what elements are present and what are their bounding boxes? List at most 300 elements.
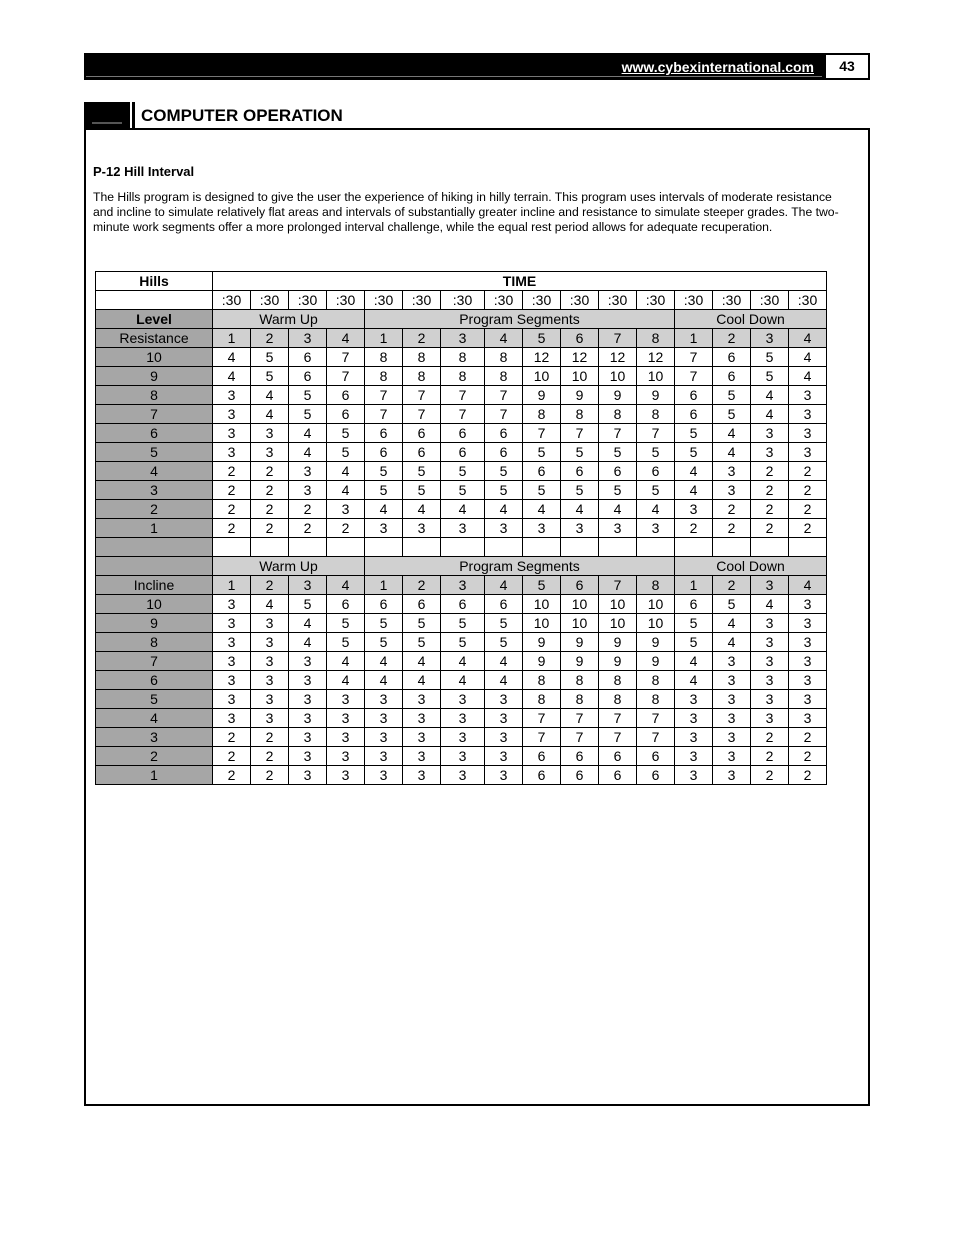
segment-number-cell: 1 — [675, 575, 713, 594]
empty-cell — [327, 538, 365, 557]
empty-cell — [713, 538, 751, 557]
resistance-value-cell: 7 — [327, 348, 365, 367]
time-value-cell: :30 — [485, 291, 523, 310]
incline-value-cell: 3 — [441, 765, 485, 784]
incline-value-cell: 3 — [485, 765, 523, 784]
level-cell: 4 — [96, 708, 213, 727]
resistance-value-cell: 4 — [713, 443, 751, 462]
resistance-value-cell: 12 — [561, 348, 599, 367]
empty-cell — [675, 538, 713, 557]
resistance-value-cell: 3 — [523, 519, 561, 538]
resistance-value-cell: 3 — [289, 462, 327, 481]
incline-value-cell: 3 — [251, 708, 289, 727]
incline-value-cell: 3 — [713, 670, 751, 689]
empty-cell — [599, 538, 637, 557]
incline-value-cell: 3 — [403, 746, 441, 765]
incline-label: Incline — [96, 575, 213, 594]
empty-cell — [789, 538, 827, 557]
incline-value-cell: 3 — [441, 746, 485, 765]
incline-value-cell: 8 — [637, 689, 675, 708]
segment-number-cell: 2 — [713, 329, 751, 348]
incline-value-cell: 6 — [485, 594, 523, 613]
incline-value-cell: 9 — [599, 632, 637, 651]
incline-value-cell: 3 — [289, 727, 327, 746]
resistance-value-cell: 2 — [251, 462, 289, 481]
incline-value-cell: 3 — [789, 613, 827, 632]
resistance-value-cell: 2 — [713, 519, 751, 538]
incline-value-cell: 7 — [523, 727, 561, 746]
resistance-value-cell: 8 — [403, 367, 441, 386]
level-cell: 10 — [96, 348, 213, 367]
resistance-value-cell: 5 — [289, 386, 327, 405]
time-value-cell: :30 — [675, 291, 713, 310]
level-cell: 10 — [96, 594, 213, 613]
time-value-cell: :30 — [713, 291, 751, 310]
resistance-value-cell: 12 — [599, 348, 637, 367]
segment-number-cell: 4 — [789, 575, 827, 594]
empty-level-cell — [96, 556, 213, 575]
incline-value-cell: 6 — [561, 765, 599, 784]
incline-value-cell: 3 — [675, 746, 713, 765]
resistance-value-cell: 2 — [675, 519, 713, 538]
resistance-value-cell: 3 — [789, 424, 827, 443]
incline-value-cell: 3 — [403, 689, 441, 708]
segment-program: Program Segments — [365, 310, 675, 329]
incline-value-cell: 4 — [485, 651, 523, 670]
incline-value-cell: 4 — [365, 651, 403, 670]
incline-value-cell: 3 — [327, 708, 365, 727]
level-cell: 5 — [96, 689, 213, 708]
resistance-level-row — [96, 405, 827, 424]
page-header-bar — [84, 53, 870, 80]
incline-value-cell: 3 — [789, 689, 827, 708]
resistance-value-cell: 7 — [599, 424, 637, 443]
time-values-row — [96, 291, 827, 310]
resistance-value-cell: 4 — [327, 462, 365, 481]
empty-cell — [96, 291, 213, 310]
incline-value-cell: 3 — [213, 708, 251, 727]
segment-cool-down: Cool Down — [675, 556, 827, 575]
level-cell: 1 — [96, 765, 213, 784]
incline-value-cell: 5 — [365, 632, 403, 651]
incline-level-row — [96, 613, 827, 632]
resistance-value-cell: 8 — [637, 405, 675, 424]
resistance-level-row — [96, 348, 827, 367]
resistance-value-cell: 5 — [441, 481, 485, 500]
incline-value-cell: 3 — [441, 689, 485, 708]
page-number: 43 — [824, 55, 868, 78]
time-value-cell: :30 — [441, 291, 485, 310]
incline-value-cell: 3 — [403, 765, 441, 784]
segment-program: Program Segments — [365, 556, 675, 575]
resistance-value-cell: 10 — [561, 367, 599, 386]
resistance-value-cell: 2 — [789, 462, 827, 481]
incline-value-cell: 10 — [637, 613, 675, 632]
resistance-value-cell: 10 — [523, 367, 561, 386]
incline-value-cell: 6 — [441, 594, 485, 613]
segment-number-cell: 3 — [751, 329, 789, 348]
segment-number-cell: 6 — [561, 575, 599, 594]
incline-value-cell: 8 — [599, 670, 637, 689]
incline-value-cell: 4 — [675, 651, 713, 670]
segment-number-cell: 3 — [441, 575, 485, 594]
resistance-value-cell: 3 — [789, 386, 827, 405]
resistance-value-cell: 6 — [289, 367, 327, 386]
incline-value-cell: 3 — [403, 708, 441, 727]
resistance-value-cell: 6 — [327, 405, 365, 424]
incline-value-cell: 3 — [213, 613, 251, 632]
resistance-level-row — [96, 424, 827, 443]
resistance-value-cell: 3 — [789, 443, 827, 462]
resistance-value-cell: 3 — [213, 424, 251, 443]
resistance-value-cell: 3 — [713, 462, 751, 481]
resistance-value-cell: 9 — [599, 386, 637, 405]
resistance-value-cell: 3 — [713, 481, 751, 500]
resistance-value-cell: 10 — [599, 367, 637, 386]
incline-value-cell: 3 — [441, 708, 485, 727]
incline-value-cell: 3 — [403, 727, 441, 746]
incline-value-cell: 4 — [289, 613, 327, 632]
segment-number-cell: 4 — [789, 329, 827, 348]
incline-value-cell: 10 — [523, 613, 561, 632]
resistance-value-cell: 12 — [637, 348, 675, 367]
level-cell: 8 — [96, 632, 213, 651]
incline-value-cell: 3 — [485, 708, 523, 727]
segment-number-cell: 7 — [599, 575, 637, 594]
incline-value-cell: 3 — [751, 670, 789, 689]
resistance-value-cell: 5 — [327, 443, 365, 462]
resistance-value-cell: 3 — [403, 519, 441, 538]
resistance-value-cell: 3 — [213, 386, 251, 405]
resistance-value-cell: 3 — [289, 481, 327, 500]
resistance-value-cell: 7 — [561, 424, 599, 443]
resistance-value-cell: 4 — [289, 443, 327, 462]
resistance-value-cell: 4 — [327, 481, 365, 500]
segment-number-cell: 4 — [327, 575, 365, 594]
time-value-cell: :30 — [523, 291, 561, 310]
resistance-value-cell: 2 — [789, 500, 827, 519]
incline-value-cell: 6 — [403, 594, 441, 613]
time-value-cell: :30 — [327, 291, 365, 310]
incline-value-cell: 8 — [637, 670, 675, 689]
resistance-value-cell: 6 — [713, 348, 751, 367]
incline-value-cell: 5 — [441, 632, 485, 651]
segment-number-cell: 2 — [403, 575, 441, 594]
segment-number-cell: 6 — [561, 329, 599, 348]
segment-number-cell: 7 — [599, 329, 637, 348]
incline-value-cell: 2 — [251, 746, 289, 765]
segment-number-cell: 5 — [523, 575, 561, 594]
resistance-value-cell: 8 — [403, 348, 441, 367]
resistance-value-cell: 4 — [403, 500, 441, 519]
incline-value-cell: 2 — [251, 765, 289, 784]
segment-number-cell: 1 — [213, 329, 251, 348]
resistance-value-cell: 3 — [751, 424, 789, 443]
resistance-value-cell: 5 — [751, 348, 789, 367]
resistance-value-cell: 4 — [751, 386, 789, 405]
incline-value-cell: 8 — [523, 689, 561, 708]
segment-number-cell: 4 — [327, 329, 365, 348]
incline-value-cell: 8 — [561, 670, 599, 689]
incline-value-cell: 3 — [751, 632, 789, 651]
resistance-value-cell: 5 — [289, 405, 327, 424]
incline-segment-number-row — [96, 575, 827, 594]
incline-value-cell: 5 — [403, 632, 441, 651]
incline-value-cell: 4 — [365, 670, 403, 689]
incline-value-cell: 3 — [485, 746, 523, 765]
resistance-value-cell: 5 — [251, 348, 289, 367]
incline-value-cell: 7 — [599, 708, 637, 727]
incline-value-cell: 5 — [327, 613, 365, 632]
resistance-value-cell: 7 — [327, 367, 365, 386]
resistance-value-cell: 5 — [637, 481, 675, 500]
incline-value-cell: 3 — [441, 727, 485, 746]
resistance-value-cell: 4 — [675, 462, 713, 481]
incline-level-row — [96, 594, 827, 613]
resistance-level-row — [96, 386, 827, 405]
incline-value-cell: 4 — [713, 613, 751, 632]
resistance-value-cell: 6 — [365, 443, 403, 462]
level-label: Level — [96, 310, 213, 329]
resistance-value-cell: 2 — [751, 500, 789, 519]
resistance-value-cell: 8 — [441, 367, 485, 386]
incline-value-cell: 5 — [441, 613, 485, 632]
resistance-value-cell: 3 — [599, 519, 637, 538]
level-cell: 6 — [96, 424, 213, 443]
resistance-value-cell: 9 — [523, 386, 561, 405]
resistance-value-cell: 5 — [561, 443, 599, 462]
resistance-level-row — [96, 443, 827, 462]
incline-value-cell: 5 — [403, 613, 441, 632]
incline-value-cell: 9 — [561, 632, 599, 651]
resistance-value-cell: 7 — [365, 386, 403, 405]
incline-value-cell: 3 — [485, 689, 523, 708]
incline-value-cell: 3 — [289, 651, 327, 670]
resistance-value-cell: 5 — [751, 367, 789, 386]
segment-number-cell: 2 — [713, 575, 751, 594]
incline-value-cell: 9 — [637, 651, 675, 670]
resistance-value-cell: 3 — [485, 519, 523, 538]
resistance-value-cell: 8 — [599, 405, 637, 424]
resistance-segment-label-row — [96, 310, 827, 329]
incline-value-cell: 6 — [561, 746, 599, 765]
incline-value-cell: 9 — [523, 632, 561, 651]
incline-value-cell: 2 — [213, 765, 251, 784]
resistance-value-cell: 4 — [213, 367, 251, 386]
resistance-value-cell: 7 — [485, 405, 523, 424]
resistance-value-cell: 7 — [523, 424, 561, 443]
resistance-value-cell: 5 — [327, 424, 365, 443]
resistance-value-cell: 6 — [523, 462, 561, 481]
website-link[interactable]: www.cybexinternational.com — [621, 59, 814, 75]
level-cell: 8 — [96, 386, 213, 405]
incline-value-cell: 7 — [599, 727, 637, 746]
resistance-value-cell: 9 — [561, 386, 599, 405]
incline-value-cell: 3 — [251, 632, 289, 651]
incline-value-cell: 4 — [403, 651, 441, 670]
incline-value-cell: 5 — [365, 613, 403, 632]
time-value-cell: :30 — [751, 291, 789, 310]
incline-value-cell: 2 — [789, 746, 827, 765]
incline-value-cell: 3 — [789, 632, 827, 651]
incline-level-row — [96, 765, 827, 784]
incline-value-cell: 3 — [289, 746, 327, 765]
incline-level-row — [96, 670, 827, 689]
resistance-value-cell: 7 — [485, 386, 523, 405]
incline-value-cell: 3 — [789, 651, 827, 670]
resistance-value-cell: 5 — [561, 481, 599, 500]
resistance-value-cell: 6 — [713, 367, 751, 386]
incline-value-cell: 8 — [561, 689, 599, 708]
resistance-value-cell: 2 — [289, 519, 327, 538]
segment-number-cell: 8 — [637, 329, 675, 348]
resistance-value-cell: 6 — [441, 424, 485, 443]
resistance-value-cell: 3 — [251, 443, 289, 462]
incline-value-cell: 2 — [213, 727, 251, 746]
resistance-value-cell: 5 — [365, 462, 403, 481]
resistance-value-cell: 4 — [485, 500, 523, 519]
incline-value-cell: 4 — [751, 594, 789, 613]
segment-number-cell: 2 — [403, 329, 441, 348]
resistance-value-cell: 2 — [789, 519, 827, 538]
time-value-cell: :30 — [213, 291, 251, 310]
resistance-value-cell: 8 — [365, 367, 403, 386]
empty-cell — [365, 538, 403, 557]
incline-value-cell: 8 — [523, 670, 561, 689]
resistance-value-cell: 3 — [327, 500, 365, 519]
resistance-value-cell: 2 — [251, 519, 289, 538]
time-value-cell: :30 — [251, 291, 289, 310]
incline-value-cell: 3 — [327, 727, 365, 746]
incline-level-row — [96, 727, 827, 746]
time-value-cell: :30 — [789, 291, 827, 310]
incline-value-cell: 3 — [675, 689, 713, 708]
table-header-row — [96, 272, 827, 291]
level-cell: 9 — [96, 613, 213, 632]
incline-value-cell: 3 — [485, 727, 523, 746]
segment-number-cell: 1 — [213, 575, 251, 594]
incline-value-cell: 9 — [561, 651, 599, 670]
incline-value-cell: 6 — [327, 594, 365, 613]
spacer-row — [96, 538, 827, 557]
level-cell: 4 — [96, 462, 213, 481]
resistance-value-cell: 2 — [213, 519, 251, 538]
segment-number-cell: 1 — [365, 329, 403, 348]
incline-value-cell: 3 — [251, 651, 289, 670]
empty-cell — [289, 538, 327, 557]
incline-value-cell: 9 — [637, 632, 675, 651]
resistance-value-cell: 8 — [485, 367, 523, 386]
incline-value-cell: 3 — [251, 613, 289, 632]
time-label: TIME — [213, 272, 827, 291]
incline-value-cell: 5 — [485, 613, 523, 632]
incline-value-cell: 3 — [675, 708, 713, 727]
resistance-value-cell: 8 — [441, 348, 485, 367]
incline-value-cell: 6 — [599, 746, 637, 765]
level-cell: 2 — [96, 746, 213, 765]
incline-value-cell: 9 — [523, 651, 561, 670]
incline-value-cell: 10 — [561, 613, 599, 632]
incline-value-cell: 7 — [637, 727, 675, 746]
incline-value-cell: 6 — [523, 765, 561, 784]
program-description: The Hills program is designed to give the user the experience of hiking in hilly terrain. This program uses intervals of moderate resistance and incline to simulate relatively flat areas and intervals of substantially greater incline and resistance to simulate steeper grades. The two-minute work segments offer a more prolonged interval challenge, while the equal rest period allows for adequate recuperation. — [93, 190, 839, 234]
resistance-value-cell: 2 — [789, 481, 827, 500]
corner-label: Hills — [96, 272, 213, 291]
resistance-value-cell: 4 — [713, 424, 751, 443]
incline-value-cell: 3 — [213, 632, 251, 651]
incline-value-cell: 3 — [327, 765, 365, 784]
incline-value-cell: 3 — [789, 594, 827, 613]
resistance-value-cell: 3 — [789, 405, 827, 424]
segment-number-cell: 2 — [251, 575, 289, 594]
resistance-value-cell: 5 — [675, 424, 713, 443]
time-value-cell: :30 — [365, 291, 403, 310]
incline-value-cell: 3 — [289, 708, 327, 727]
resistance-value-cell: 7 — [637, 424, 675, 443]
resistance-value-cell: 2 — [751, 462, 789, 481]
empty-cell — [751, 538, 789, 557]
resistance-value-cell: 7 — [403, 405, 441, 424]
resistance-value-cell: 2 — [251, 481, 289, 500]
resistance-value-cell: 6 — [485, 443, 523, 462]
resistance-value-cell: 5 — [675, 443, 713, 462]
resistance-level-row — [96, 500, 827, 519]
incline-value-cell: 5 — [485, 632, 523, 651]
resistance-value-cell: 3 — [751, 443, 789, 462]
incline-value-cell: 3 — [713, 746, 751, 765]
incline-value-cell: 6 — [675, 594, 713, 613]
incline-value-cell: 7 — [561, 708, 599, 727]
resistance-value-cell: 6 — [637, 462, 675, 481]
empty-cell — [561, 538, 599, 557]
incline-value-cell: 4 — [403, 670, 441, 689]
resistance-value-cell: 8 — [561, 405, 599, 424]
incline-value-cell: 2 — [751, 765, 789, 784]
incline-value-cell: 2 — [751, 727, 789, 746]
resistance-value-cell: 5 — [485, 462, 523, 481]
resistance-value-cell: 2 — [251, 500, 289, 519]
segment-number-cell: 3 — [289, 575, 327, 594]
resistance-value-cell: 5 — [637, 443, 675, 462]
resistance-value-cell: 4 — [751, 405, 789, 424]
resistance-value-cell: 4 — [213, 348, 251, 367]
resistance-value-cell: 5 — [365, 481, 403, 500]
resistance-value-cell: 3 — [213, 443, 251, 462]
incline-value-cell: 4 — [441, 651, 485, 670]
empty-cell — [637, 538, 675, 557]
level-cell: 3 — [96, 481, 213, 500]
incline-value-cell: 2 — [751, 746, 789, 765]
segment-number-cell: 1 — [675, 329, 713, 348]
segment-cool-down: Cool Down — [675, 310, 827, 329]
incline-value-cell: 3 — [289, 765, 327, 784]
resistance-value-cell: 5 — [523, 481, 561, 500]
incline-value-cell: 3 — [251, 670, 289, 689]
incline-value-cell: 3 — [713, 727, 751, 746]
time-value-cell: :30 — [561, 291, 599, 310]
incline-value-cell: 10 — [523, 594, 561, 613]
header-rule — [86, 76, 822, 77]
resistance-value-cell: 3 — [675, 500, 713, 519]
incline-level-row — [96, 746, 827, 765]
resistance-value-cell: 7 — [441, 405, 485, 424]
incline-value-cell: 3 — [789, 670, 827, 689]
segment-number-cell: 4 — [485, 329, 523, 348]
section-header — [84, 102, 870, 129]
resistance-value-cell: 4 — [289, 424, 327, 443]
resistance-value-cell: 7 — [403, 386, 441, 405]
level-cell: 6 — [96, 670, 213, 689]
